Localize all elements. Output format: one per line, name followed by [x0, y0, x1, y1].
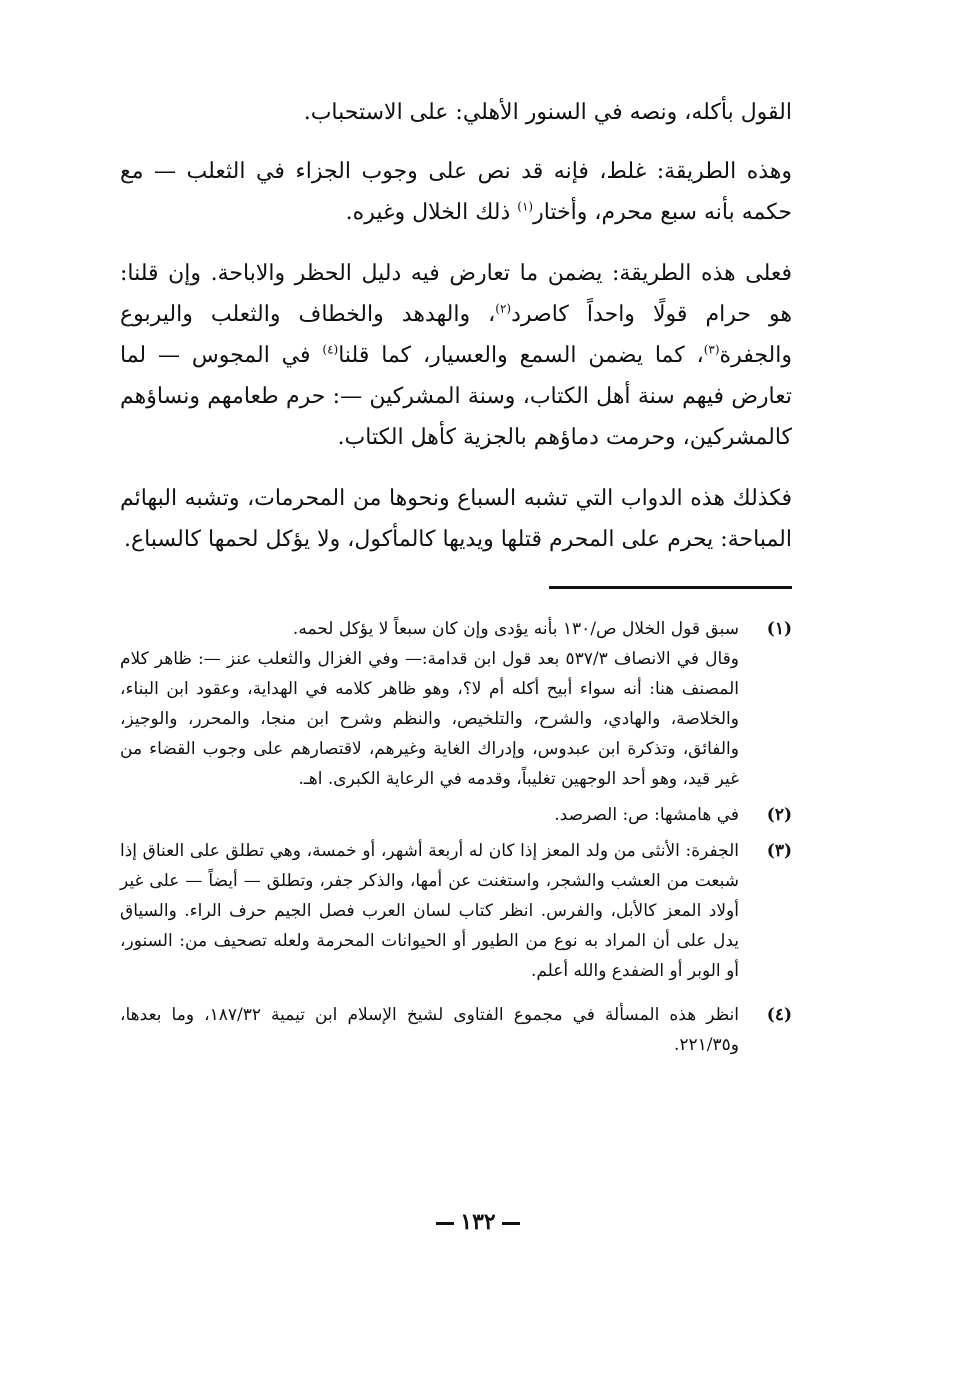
paragraph-3-text-b: ، والهدهد والخطاف والثعلب واليربوع والجفرة	[120, 302, 792, 368]
footnote-ref-4: (٤)	[322, 342, 339, 357]
footnote-number: (٤)	[766, 1005, 792, 1025]
footnote-number: (٢)	[766, 805, 792, 825]
footnote-line: وقال في الانصاف ٥٣٧/٣ بعد قول ابن قدامة:— وفي الغزال والثعلب عنز —: ظاهر كلام المصنف هنا: أنه سواء أبيح أكله أم لا؟، وهو ظاهر كلامه في الهداية، وعقود ابن البناء، والخلاصة، والهادي، والشرح، والتلخيص، والنظم وشرح ابن منجا، والمحرر، والوجيز، والفائق، وتذكرة ابن عبدوس، وإدراك الغاية وغيرهم، لاقتصارهم على وجوب القضاء من غير قيد، وهو أحد الوجهين تغليباً، وقدمه في الرعاية الكبرى. اهـ.	[120, 649, 739, 789]
paragraph-3	[120, 253, 792, 458]
footnote-number: (١)	[766, 619, 792, 639]
paragraph-4: فكذلك هذه الدواب التي تشبه السباع ونحوها من المحرمات، وتشبه البهائم المباحة: يحرم على المحرم قتلها ويديها كالمأكول، ولا يؤكل لحمها كالسباع.	[120, 486, 792, 552]
page-number-dash	[436, 1222, 454, 1225]
footnote-3	[120, 836, 792, 986]
footnote-line: الجفرة: الأنثى من ولد المعز إذا كان له أربعة أشهر، أو خمسة، وهي تطلق على العناق إذا شبعت من العشب والشجر، واستغنت عن أمها، والذكر جفر، وتطلق — أيضاً — على غير أولاد المعز كالأبل، والفرس. انظر كتاب لسان العرب فصل الجيم حرف الراء. والسياق يدل على أن المراد به نوع من الطيور أو الحيوانات المحرمة ولعله تصحيف من: السنور، أو الوبر أو الضفدع والله أعلم.	[120, 841, 739, 981]
paragraph-2-text-b: ذلك الخلال وغيره.	[345, 200, 518, 225]
page-number-value: ١٣٢	[460, 1209, 496, 1235]
footnote-separator	[549, 586, 792, 589]
footnote-number: (٣)	[766, 841, 792, 861]
page-number-dash	[502, 1222, 520, 1225]
footnote-2	[120, 800, 792, 830]
page-number	[0, 1209, 956, 1235]
paragraph-3-text-a: فعلى هذه الطريقة: يضمن ما تعارض فيه دليل الحظر والاباحة. وإن قلنا: هو حرام قولًا واحداً كاصرد	[120, 261, 792, 327]
footnote-ref-1: (١)	[517, 199, 534, 214]
footnote-4	[120, 1000, 792, 1060]
footnote-line: سبق قول الخلال ص/١٣٠ بأنه يؤدى وإن كان سبعاً لا يؤكل لحمه.	[292, 619, 739, 639]
footnote-1	[120, 614, 792, 794]
paragraph-1: القول بأكله، ونصه في السنور الأهلي: على الاستحباب.	[303, 100, 792, 125]
page	[120, 92, 792, 1055]
paragraph-2-text-a: وهذه الطريقة: غلط، فإنه قد نص على وجوب الجزاء في الثعلب — مع حكمه بأنه سبع محرم، وأختار	[120, 159, 792, 225]
main-text	[120, 92, 792, 560]
paragraph-3-text-d: في المجوس — لما تعارض فيهم سنة أهل الكتاب، وسنة المشركين —: حرم طعامهم ونساؤهم كالمشركين، وحرمت دماؤهم بالجزية كأهل الكتاب.	[120, 343, 792, 450]
footnote-line: في هامشها: ص: الصرصد.	[554, 805, 739, 825]
footnote-line: انظر هذه المسألة في مجموع الفتاوى لشيخ الإسلام ابن تيمية ١٨٧/٣٢، وما بعدها، و٢٢١/٣٥.	[120, 1005, 739, 1055]
footnote-ref-3: (٣)	[703, 342, 720, 357]
paragraph-2	[120, 151, 792, 233]
footnote-ref-2: (٢)	[495, 301, 512, 316]
paragraph-3-text-c: ، كما يضمن السمع والعسيار، كما قلنا	[338, 343, 704, 368]
footnotes	[120, 614, 792, 1060]
